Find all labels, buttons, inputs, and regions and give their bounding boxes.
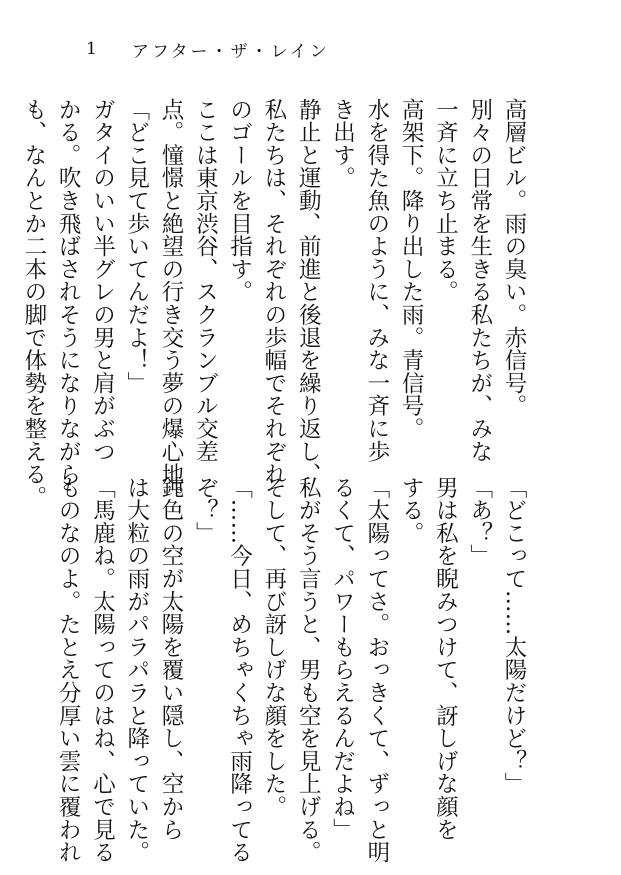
text-line: 別々の日常を生きる私たちが、みな	[466, 98, 493, 463]
text-line: 点。憧憬と絶望の行き交う夢の爆心地。	[158, 98, 185, 509]
page-header	[86, 36, 330, 62]
text-line: ここは東京渋谷、スクランブル交差	[192, 98, 219, 463]
text-line: 静止と運動、前進と後退を繰り返し、	[295, 98, 322, 486]
text-line: 私たちは、それぞれの歩幅でそれぞれ	[260, 98, 287, 486]
text-line: のゴールを目指す。	[226, 98, 253, 304]
text-line: 男は私を睨みつけて、訝しげな顔を	[432, 476, 459, 841]
text-line: 高層ビル。雨の臭い。赤信号。	[501, 98, 527, 418]
text-line: 私がそう言うと、男も空を見上げる。	[295, 476, 322, 864]
text-line: 「あ？」	[466, 476, 493, 568]
text-line: そして、再び訝しげな顔をした。	[260, 476, 287, 818]
text-line: き出す。	[329, 98, 356, 190]
text-line: るくて、パワーもらえるんだよね」	[329, 476, 356, 841]
text-line: 一斉に立ち止まる。	[432, 98, 459, 304]
text-block-upper	[20, 98, 531, 509]
text-line: 「……今日、めちゃくちゃ雨降ってる	[226, 476, 253, 864]
text-line: ぞ？」	[192, 476, 219, 545]
text-line: 水を得た魚のように、みな一斉に歩	[363, 98, 390, 463]
text-line: 「どこって……太陽だけど？」	[501, 476, 527, 796]
text-line: は大粒の雨がパラパラと降っていた。	[123, 476, 150, 864]
text-line: 「太陽ってさ。おっきくて、ずっと明	[363, 476, 390, 864]
text-line: も、なんとか二本の脚で体勢を整える。	[20, 98, 47, 509]
page-number: 1	[86, 39, 98, 59]
text-line: する。	[398, 476, 425, 545]
text-line: 「馬鹿ね。太陽ってのはね、心で見る	[89, 476, 116, 864]
text-line: 「どこ見て歩いてんだよ！」	[123, 98, 150, 395]
text-line: ものなのよ。たとえ分厚い雲に覆われ	[55, 476, 82, 864]
text-block-lower	[55, 476, 531, 864]
text-line: 高架下。降り出した雨。青信号。	[398, 98, 425, 440]
chapter-title: アフター・ザ・レイン	[131, 41, 330, 62]
text-line: ガタイのいい半グレの男と肩がぶつ	[89, 98, 116, 463]
text-line: 鈍色の空が太陽を覆い隠し、空から	[158, 476, 185, 841]
text-line: かる。吹き飛ばされそうになりながら	[55, 98, 82, 486]
